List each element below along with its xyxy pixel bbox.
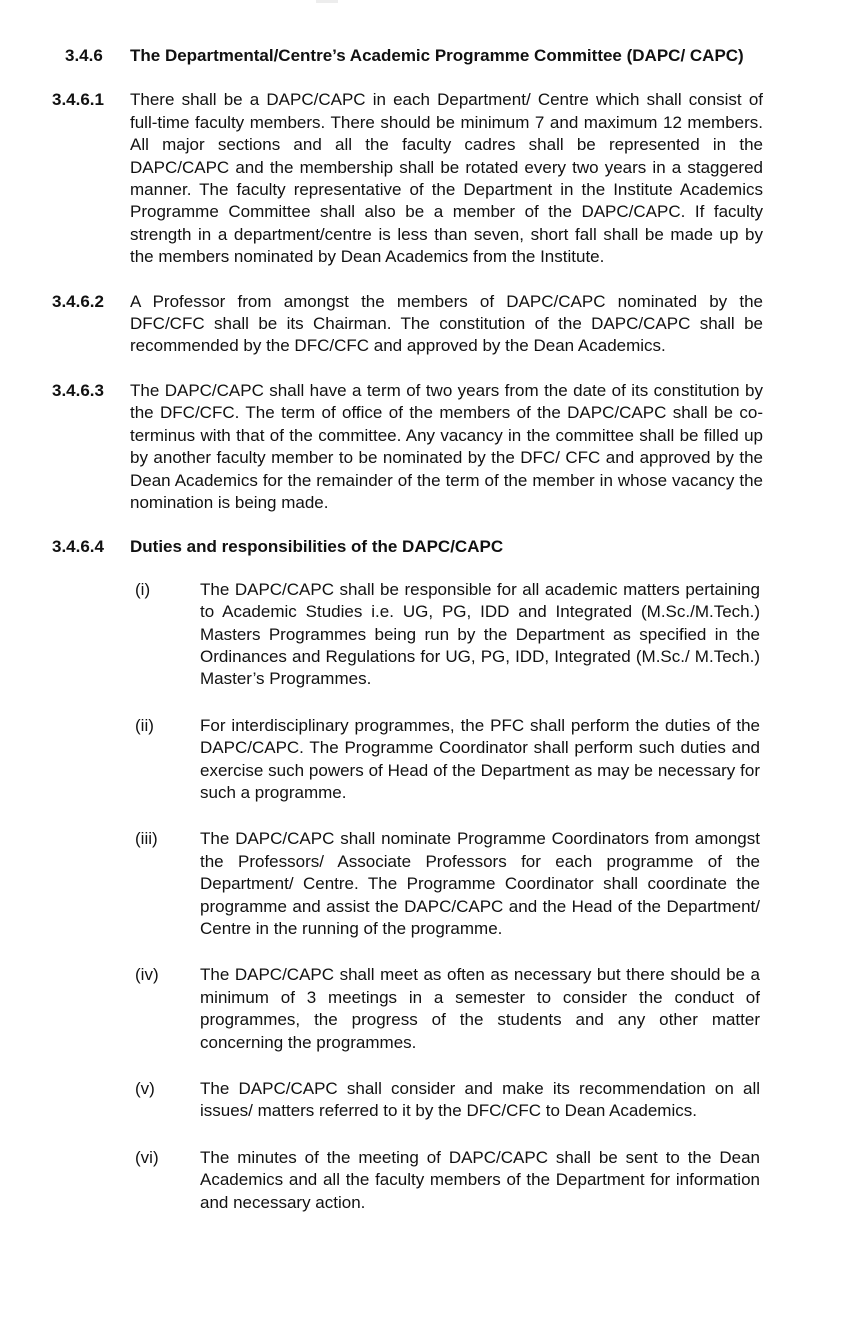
list-item-text: The DAPC/CAPC shall meet as often as necessary but there should be a minimum of 3 meetings in a semester to consider the conduct of programmes, the progress of the students and any other matter concerning the programmes.: [200, 965, 760, 1052]
list-marker: (i): [135, 579, 151, 599]
duty-item-i: [135, 579, 863, 691]
clause-text: A Professor from amongst the members of DAPC/CAPC nominated by the DFC/CFC shall be its Chairman. The constitution of the DAPC/CAPC shall be recommended by the DFC/CFC and approved by the Dean Academics.: [130, 291, 763, 356]
duty-item-iv: [135, 964, 863, 1054]
duties-heading-text: Duties and responsibilities of the DAPC/CAPC: [130, 537, 504, 557]
list-marker: (iii): [135, 829, 158, 849]
list-item-text: The DAPC/CAPC shall be responsible for all academic matters pertaining to Academic Studies i.e. UG, PG, IDD and Integrated (M.Sc./M.Tech.) Masters Programmes being run by the Department as specified in the Ordinances and Regulations for UG, PG, IDD, Integrated (M.Sc./ M.Tech.) Master’s Programmes.: [200, 579, 760, 689]
duty-item-vi: [135, 1147, 863, 1214]
clause-text: There shall be a DAPC/CAPC in each Department/ Centre which shall consist of full-time faculty members. There should be minimum 7 and maximum 12 members. All major sections and all the faculty cadres shall be represented in the DAPC/CAPC and the membership shall be rotated every two years in a staggered manner. The faculty representative of the Department in the Institute Academics Programme Committee shall also be a member of the DAPC/CAPC. If faculty strength in a department/centre is less than seven, short fall shall be made up by the members nominated by Dean Academics from the Institute.: [130, 90, 763, 267]
page-edge-artifact: [316, 0, 338, 3]
list-marker: (iv): [135, 965, 159, 985]
section-heading-text: The Departmental/Centre’s Academic Programme Committee (DAPC/ CAPC): [130, 46, 744, 65]
list-marker: (v): [135, 1079, 155, 1099]
duties-list: [0, 579, 863, 1214]
paragraph-3-4-6-3: [52, 380, 863, 514]
list-marker: (ii): [135, 715, 154, 735]
clause-number: 3.4.6.4: [52, 537, 104, 557]
duty-item-v: [135, 1078, 863, 1123]
duty-item-iii: [135, 828, 863, 940]
duty-item-ii: [135, 715, 863, 805]
section-3-4-6-4: [52, 536, 863, 558]
list-item-text: The DAPC/CAPC shall consider and make its recommendation on all issues/ matters referred to it by the DFC/CFC to Dean Academics.: [200, 1079, 760, 1121]
section-number: 3.4.6: [65, 46, 103, 65]
list-item-text: The DAPC/CAPC shall nominate Programme Coordinators from amongst the Professors/ Associate Professors for each programme of the Department/ Centre. The Programme Coordinator shall coordinate the programme and assist the DAPC/CAPC and the Head of the Department/ Centre in the running of the programme.: [200, 829, 760, 938]
list-marker: (vi): [135, 1147, 159, 1167]
clause-number: 3.4.6.2: [52, 291, 104, 311]
clause-number: 3.4.6.3: [52, 380, 104, 400]
section-3-4-6: [65, 45, 863, 67]
clause-number: 3.4.6.1: [52, 90, 104, 110]
list-item-text: The minutes of the meeting of DAPC/CAPC shall be sent to the Dean Academics and all the faculty members of the Department for information and necessary action.: [200, 1147, 760, 1212]
paragraph-3-4-6-2: [52, 291, 863, 358]
clause-text: The DAPC/CAPC shall have a term of two years from the date of its constitution by the DFC/CFC. The term of office of the members of the DAPC/CAPC shall be co-terminus with that of the committee. Any vacancy in the committee shall be filled up by another faculty member to be nominated by the DFC/ CFC and approved by the Dean Academics for the remainder of the term of the member in whose vacancy the nomination is being made.: [130, 380, 763, 512]
list-item-text: For interdisciplinary programmes, the PFC shall perform the duties of the DAPC/CAPC. The Programme Coordinator shall perform such duties and exercise such powers of Head of the Department as may be necessary for such a programme.: [200, 715, 760, 802]
paragraph-3-4-6-1: [52, 89, 863, 268]
